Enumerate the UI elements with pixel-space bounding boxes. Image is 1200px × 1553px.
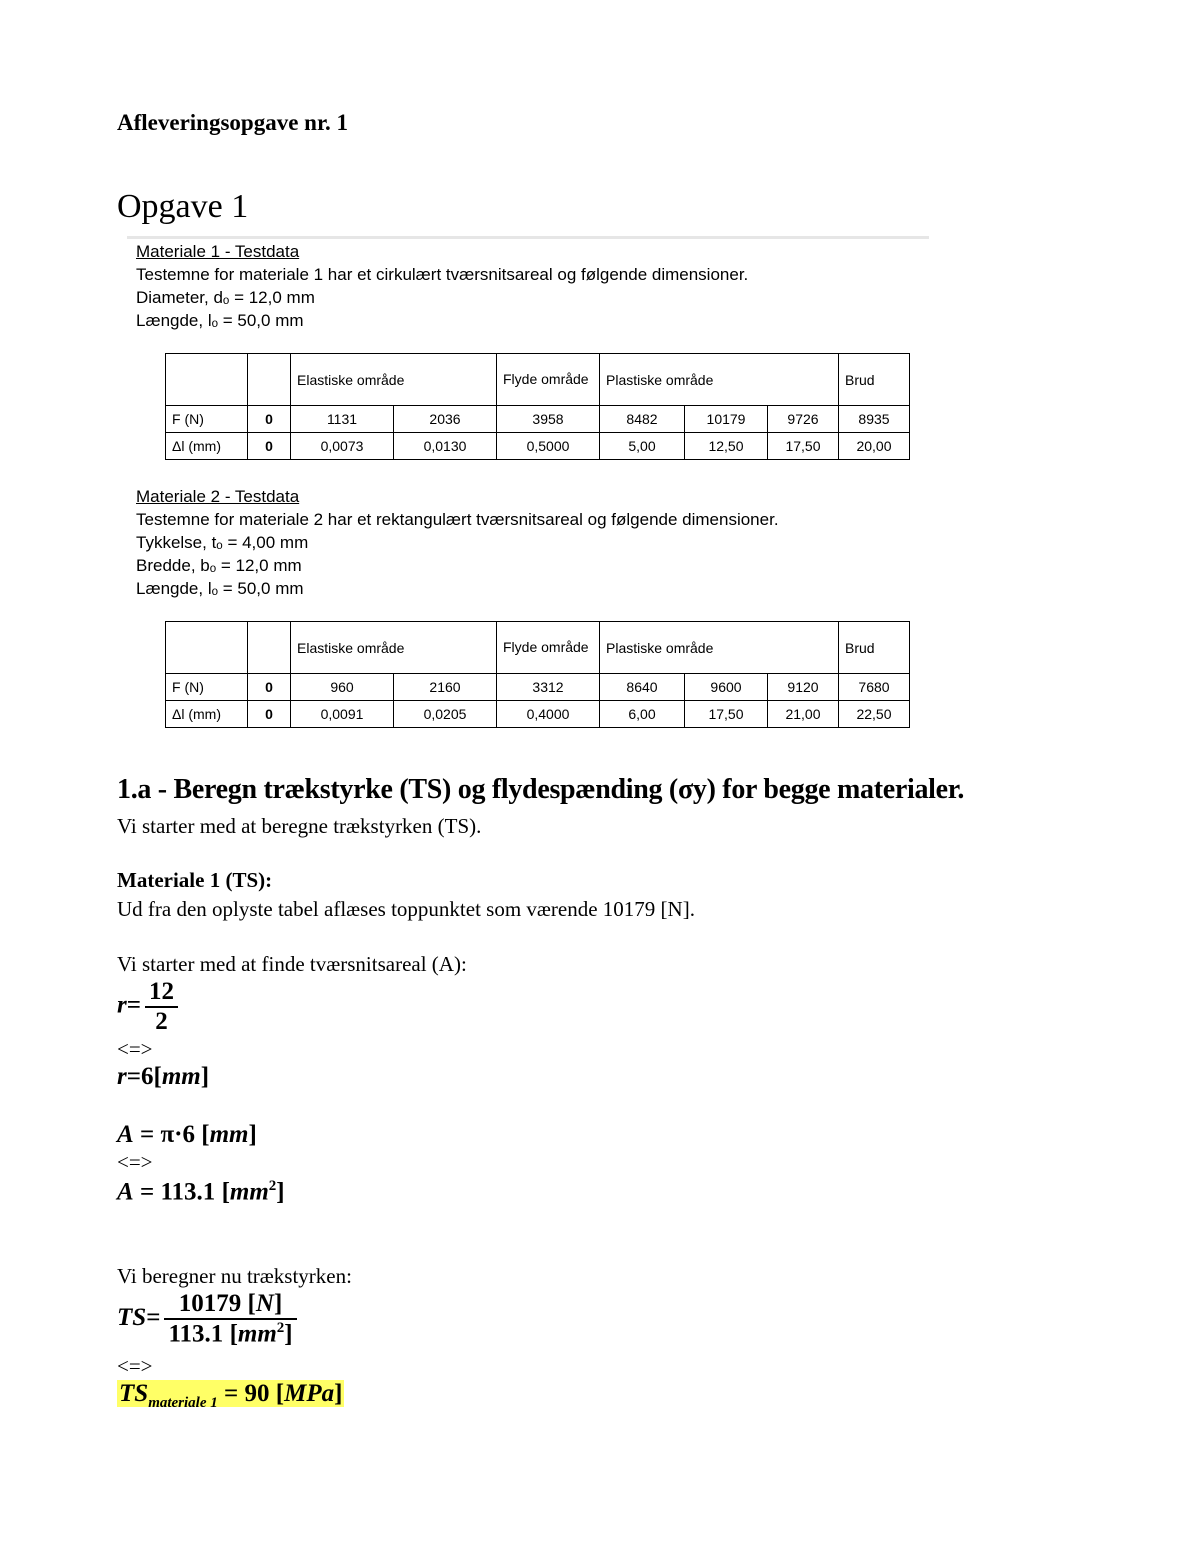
table-row [166,406,910,433]
table-cell: 8482 [600,406,685,433]
header-cell [248,622,291,674]
table-cell: 20,00 [839,433,910,460]
material-1-length: Længde, lₒ = 50,0 mm [136,311,304,330]
header-elastic: Elastiske område [291,622,497,674]
header-plastic: Plastiske område [600,622,839,674]
row-label: Δl (mm) [166,433,248,460]
material-2-heading: Materiale 2 - Testdata [136,487,300,506]
intro-text: Vi starter med at beregne trækstyrken (TS). [117,814,482,838]
material-2-thickness: Tykkelse, tₒ = 4,00 mm [136,533,309,552]
radius-numerator: 12 [148,978,174,1005]
equivalence-symbol: <=> [117,1037,153,1061]
screenshot-border [127,236,929,239]
table-cell: 1131 [291,406,394,433]
ts-denominator: 113.1 [168,1320,224,1348]
table-cell: 960 [291,674,394,701]
table-cell: 8640 [600,674,685,701]
header-elastic: Elastiske område [291,354,497,406]
table-cell: 2036 [394,406,497,433]
row-label: Δl (mm) [166,701,248,728]
table-cell: 5,00 [600,433,685,460]
radius-denominator: 2 [145,1006,178,1036]
question-1a-heading: 1.a - Beregn trækstyrke (TS) og flydespænding (σy) for begge materialer. [117,774,965,805]
material-2-length: Længde, lₒ = 50,0 mm [136,579,304,598]
header-cell [248,354,291,406]
table-cell: 3312 [497,674,600,701]
ts-intro-text: Vi beregner nu trækstyrken: [117,1264,352,1288]
material-1-diameter: Diameter, dₒ = 12,0 mm [136,288,315,307]
material-2-description: Testemne for materiale 2 har et rektangulært tværsnitsareal og følgende dimensioner. [136,510,779,529]
table-cell: 0 [248,433,291,460]
equation-radius: r= $\frac{12}{2}$ [117,978,178,1036]
material-2-block [136,485,779,600]
table-cell: 0,5000 [497,433,600,460]
table-cell: 9600 [685,674,768,701]
table-cell: 0,0073 [291,433,394,460]
equivalence-symbol: <=> [117,1354,153,1378]
table-row [166,701,910,728]
header-yield: Flyde område [497,354,600,406]
equation-area-result: A = 113.1 $[mm^2]$ [117,1178,285,1206]
table-cell: 0 [248,701,291,728]
material-2-width: Bredde, bₒ = 12,0 mm [136,556,302,575]
row-label: F (N) [166,406,248,433]
equation-radius-result: r=6[mm] [117,1063,210,1090]
header-cell [166,354,248,406]
table-cell: 8935 [839,406,910,433]
header-plastic: Plastiske område [600,354,839,406]
highlighted-result: $TS_{materiale 1} = 90$ [MPa] [119,1380,343,1411]
document-title: Afleveringsopgave nr. 1 [117,110,349,135]
table-cell: 22,50 [839,701,910,728]
equation-ts: TS= $\frac{10179 [N]}{113.1 [mm^2]}$ [117,1290,297,1348]
material-1-description: Testemne for materiale 1 har et cirkulært tværsnitsareal og følgende dimensioner. [136,265,749,284]
table-cell: 7680 [839,674,910,701]
table-cell: 17,50 [685,701,768,728]
table-cell: 17,50 [768,433,839,460]
table-cell: 0,0130 [394,433,497,460]
header-fracture: Brud [839,622,910,674]
table-cell: 12,50 [685,433,768,460]
table-cell: 10179 [685,406,768,433]
equation-area: A = π·6 [mm] [117,1121,257,1148]
material-1-ts-heading: Materiale 1 (TS): [117,868,273,892]
table-cell: 0,4000 [497,701,600,728]
material-2-table [165,621,910,728]
table-cell: 0 [248,406,291,433]
table-row [166,433,910,460]
table-cell: 0,0205 [394,701,497,728]
table-cell: 3958 [497,406,600,433]
table-cell: 2160 [394,674,497,701]
material-1-block [136,240,748,332]
table-cell: 9120 [768,674,839,701]
ts-reading-text: Ud fra den oplyste tabel aflæses toppunktet som værende 10179 [N]. [117,897,695,921]
material-1-heading: Materiale 1 - Testdata [136,242,300,261]
equation-ts-result [117,1380,344,1412]
row-label: F (N) [166,674,248,701]
table-cell: 6,00 [600,701,685,728]
material-1-table [165,353,910,460]
table-row [166,674,910,701]
equivalence-symbol: <=> [117,1150,153,1174]
section-heading: Opgave 1 [117,188,249,225]
header-fracture: Brud [839,354,910,406]
ts-numerator: 10179 [178,1290,242,1317]
table-cell: 0 [248,674,291,701]
header-cell [166,622,248,674]
header-yield: Flyde område [497,622,600,674]
area-intro-text: Vi starter med at finde tværsnitsareal (A): [117,952,467,976]
table-cell: 0,0091 [291,701,394,728]
table-cell: 21,00 [768,701,839,728]
table-cell: 9726 [768,406,839,433]
